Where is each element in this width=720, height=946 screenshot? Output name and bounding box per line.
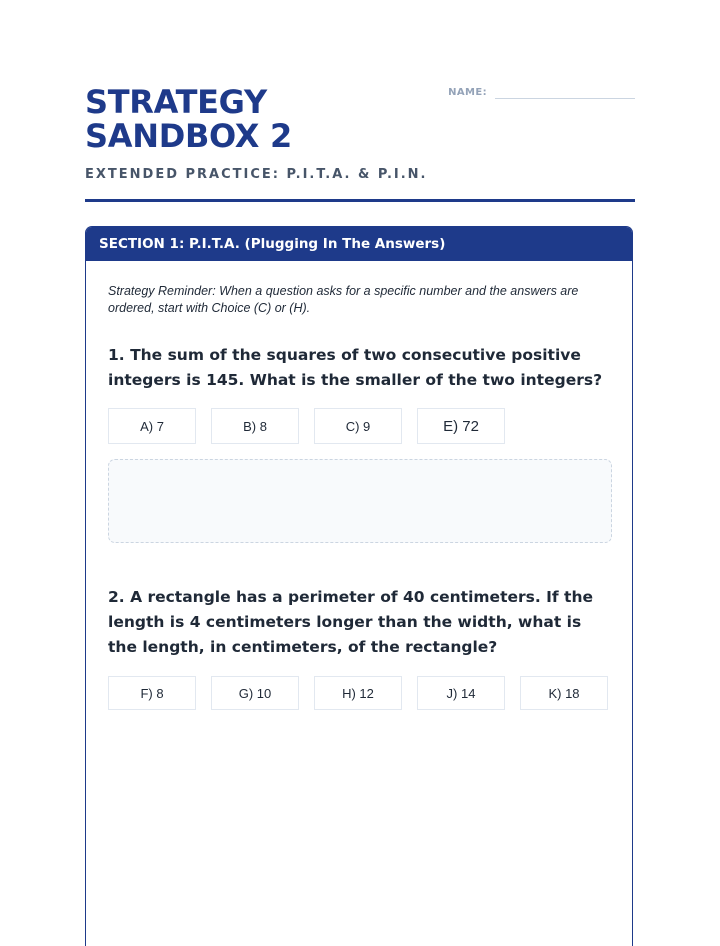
answer-choice-g[interactable]: G) 10 — [211, 676, 299, 710]
name-field[interactable] — [448, 87, 635, 99]
answer-choice-j[interactable]: J) 14 — [417, 676, 505, 710]
page-header — [85, 85, 635, 202]
page-subtitle: EXTENDED PRACTICE: P.I.T.A. & P.I.N. — [85, 167, 428, 182]
question-1-work-area[interactable] — [108, 459, 612, 543]
title-row — [85, 85, 635, 153]
section-1-heading: SECTION 1: P.I.T.A. (Plugging In The Answers) — [86, 227, 632, 261]
header-divider — [85, 199, 635, 202]
answer-choice-c[interactable]: C) 9 — [314, 408, 402, 444]
answer-choice-f[interactable]: F) 8 — [108, 676, 196, 710]
question-1-answers — [108, 408, 610, 444]
answer-choice-b[interactable]: B) 8 — [211, 408, 299, 444]
answer-choice-a[interactable]: A) 7 — [108, 408, 196, 444]
question-1: 1. The sum of the squares of two consecutive positive integers is 145. What is the smaller of the two integers? — [108, 346, 603, 389]
section-1-body — [86, 261, 632, 710]
name-input-line[interactable] — [495, 87, 635, 99]
strategy-reminder: Strategy Reminder: When a question asks for a specific number and the answers are ordered, start with Choice (C) or (H). — [108, 284, 579, 315]
name-label: NAME: — [448, 87, 487, 98]
answer-choice-h[interactable]: H) 12 — [314, 676, 402, 710]
question-2: 2. A rectangle has a perimeter of 40 centimeters. If the length is 4 centimeters longer than the width, what is the length, in centimeters, of the rectangle? — [108, 588, 594, 656]
question-2-answers — [108, 676, 610, 710]
page-title: STRATEGY SANDBOX 2 — [85, 83, 292, 155]
answer-choice-e[interactable]: E) 72 — [417, 408, 505, 444]
answer-choice-k[interactable]: K) 18 — [520, 676, 608, 710]
section-1-card — [85, 226, 633, 946]
